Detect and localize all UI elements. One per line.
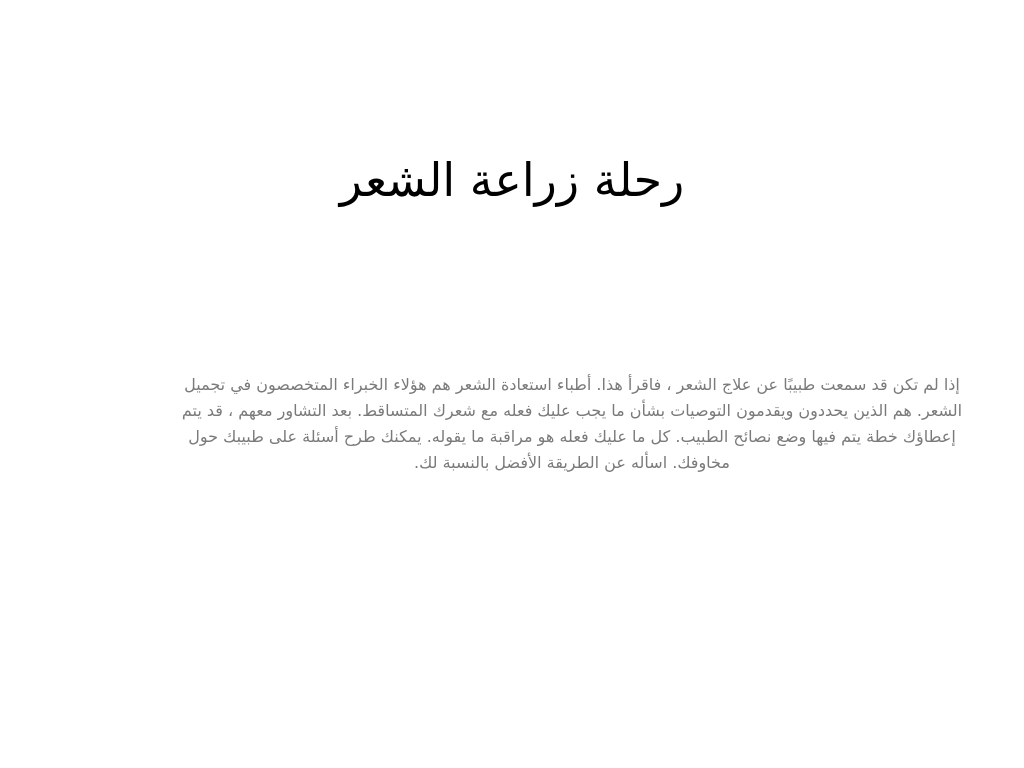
slide-title: رحلة زراعة الشعر xyxy=(339,153,685,207)
slide-body-text: إذا لم تكن قد سمعت طبيبًا عن علاج الشعر ، فاقرأ هذا. أطباء استعادة الشعر هم هؤلاء الخبراء المتخصصون في تجميل الشعر. هم الذين يحددون ويقدمون التوصيات بشأن ما يجب عليك فعله مع شعرك المتساقط. بعد التشاور معهم ، قد يتم إعطاؤك خطة يتم فيها وضع نصائح الطبيب. كل ما عليك فعله هو مراقبة ما يقوله. يمكنك طرح أسئلة على طبيبك حول مخاوفك. اسأله عن الطريقة الأفضل بالنسبة لك. xyxy=(181,375,963,472)
